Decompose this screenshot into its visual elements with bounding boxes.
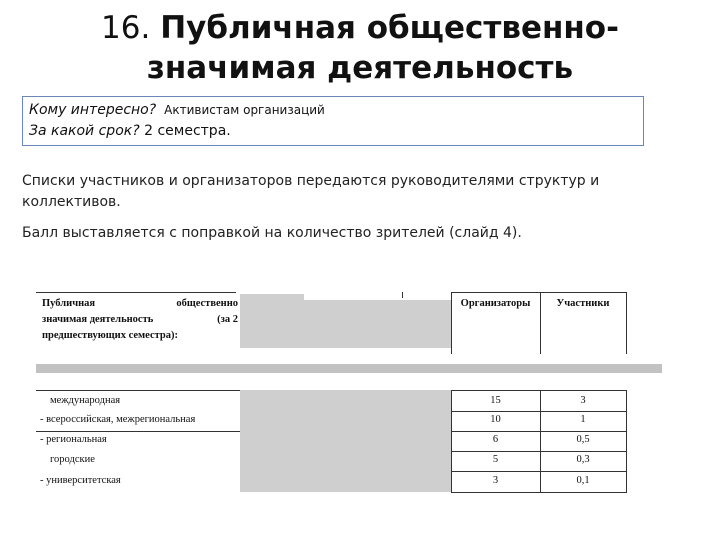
table-cell-organizers: 3 xyxy=(492,475,499,486)
column-header-participants: Участники xyxy=(556,298,610,309)
paragraph-lists: Списки участников и организаторов передаются руководителями структур и коллективов. xyxy=(22,173,600,210)
header-text: значимая деятельность xyxy=(42,314,154,325)
header-text: (за 2 xyxy=(217,314,238,325)
redaction-block xyxy=(240,300,452,348)
slide-title xyxy=(0,8,720,88)
table-rule xyxy=(451,471,627,472)
slide-number: 16. xyxy=(101,10,151,46)
table-row-label: городские xyxy=(50,454,95,465)
header-text: общественно xyxy=(176,298,238,309)
table-rule xyxy=(626,292,627,354)
table-row-label: - региональная xyxy=(40,434,107,445)
table-rule xyxy=(451,390,627,391)
table-row-label: - университетская xyxy=(40,475,121,486)
table-row-label: международная xyxy=(50,395,121,406)
info-line-period xyxy=(29,121,637,142)
table-cell-participants: 0,5 xyxy=(576,434,590,445)
table-rule xyxy=(36,292,236,293)
table-cell-participants: 0,3 xyxy=(576,454,590,465)
table-rule xyxy=(626,390,627,492)
header-text: предшествующих семестра): xyxy=(42,330,178,341)
redaction-block xyxy=(240,390,452,492)
table-row-label: - всероссийская, межрегиональная xyxy=(40,414,196,425)
separator-band xyxy=(36,364,662,373)
answer-period: 2 семестра. xyxy=(144,123,231,139)
question-audience: Кому интересно? xyxy=(29,102,157,118)
table-cell-participants: 1 xyxy=(580,414,586,425)
table-cell-organizers: 6 xyxy=(492,434,499,445)
header-text: Публичная xyxy=(42,298,96,309)
table-cell-participants: 3 xyxy=(580,395,586,406)
answer-audience: Активистам организаций xyxy=(164,103,325,117)
question-period: За какой срок? xyxy=(29,123,140,139)
title-line-2: значимая деятельность xyxy=(146,50,574,86)
paragraph-score: Балл выставляется с поправкой на количество зрителей (слайд 4). xyxy=(22,225,522,241)
table-rule xyxy=(451,492,627,493)
score-table xyxy=(36,292,656,494)
table-cell-participants: 0,1 xyxy=(576,475,590,486)
table-cell-organizers: 15 xyxy=(490,395,501,406)
table-rule xyxy=(36,390,240,391)
info-line-audience xyxy=(29,100,637,121)
title-line-1: Публичная общественно- xyxy=(160,10,619,46)
table-rule xyxy=(402,292,403,298)
table-cell-organizers: 10 xyxy=(490,414,501,425)
table-header-activity xyxy=(42,296,238,344)
table-rule xyxy=(451,292,627,293)
info-box xyxy=(22,96,644,146)
table-cell-organizers: 5 xyxy=(492,454,499,465)
column-header-organizers: Организаторы xyxy=(460,298,531,309)
